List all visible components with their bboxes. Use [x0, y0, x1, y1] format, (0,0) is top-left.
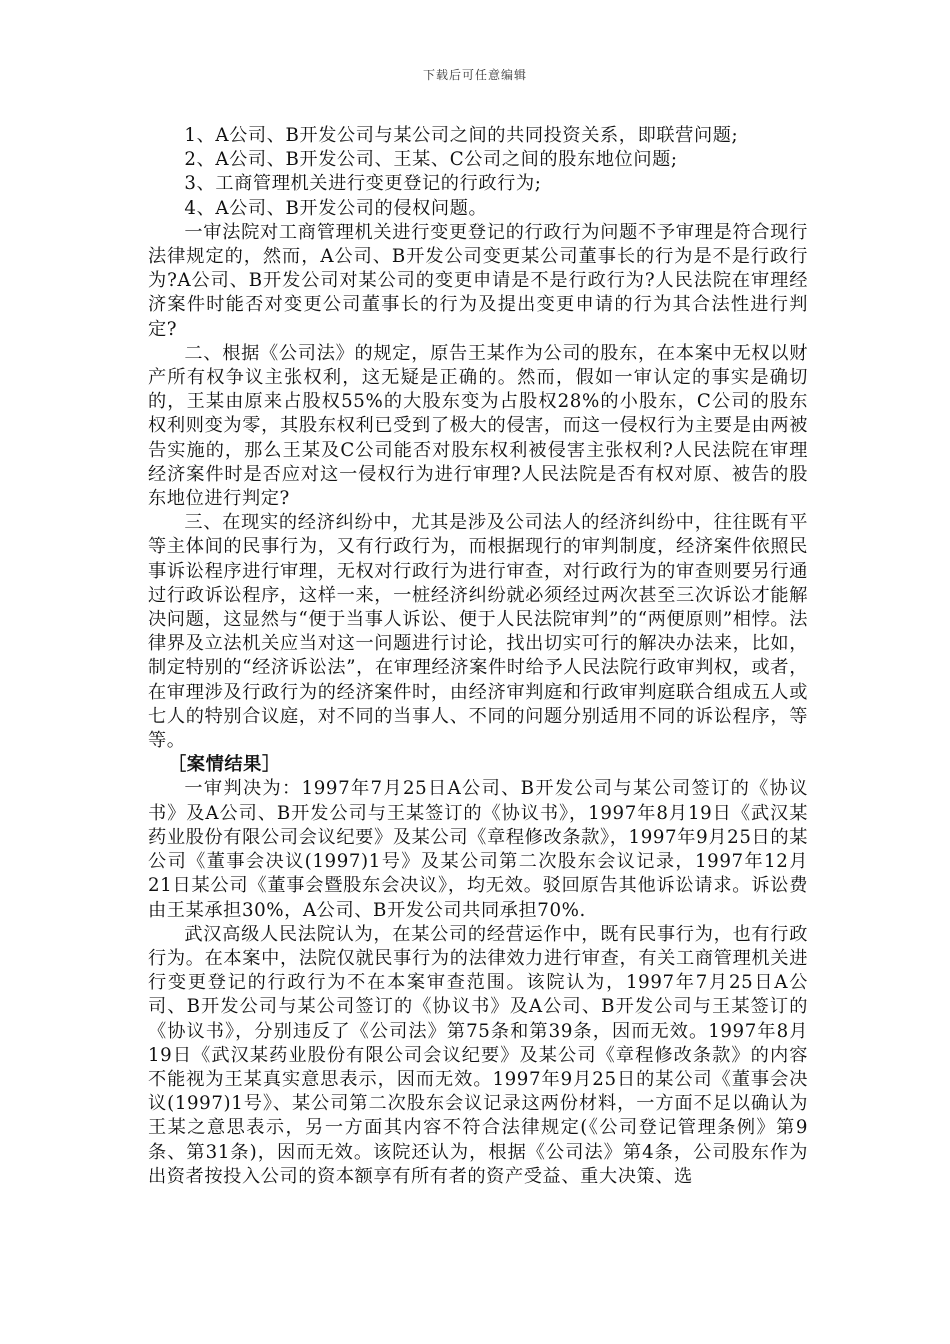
list-item-2: 2、A公司、B开发公司、王某、C公司之间的股东地位问题; — [184, 149, 678, 171]
section-heading-case-result: ［案情结果］ — [168, 754, 281, 776]
paragraph-first-instance-analysis: 一审法院对工商管理机关进行变更登记的行政行为问题不予审理是符合现行法律规定的，然而，A公司、B开发公司变更某公司董事长的行为是不是行政行为?A公司、B开发公司对某公司的变更申请是不是行政行为?人民法院在审理经济案件时能否对变更公司董事长的行为及提出变更申请的行为其合法性进行判定? — [148, 221, 808, 340]
paragraph-first-instance-judgment: 一审判决为：1997年7月25日A公司、B开发公司与某公司签订的《协议书》及A公司、B开发公司与王某签订的《协议书》，1997年8月19日《武汉某药业股份有限公司会议纪要》及某公司《章程修改条款》，1997年9月25日的某公司《董事会决议(1997)1号》及某公司第二次股东会议记录，1997年12月21日某公司《董事会暨股东会决议》，均无效。驳回原告其他诉讼请求。诉讼费由王某承担30%，A公司、B开发公司共同承担70%. — [148, 778, 808, 921]
paragraph-point-three: 三、在现实的经济纠纷中，尤其是涉及公司法人的经济纠纷中，往往既有平等主体间的民事行为，又有行政行为，而根据现行的审判制度，经济案件依照民事诉讼程序进行审理，无权对行政行为进行审查，对行政行为的审查则要另行通过行政诉讼程序，这样一来，一桩经济纠纷就必须经过两次甚至三次诉讼才能解决问题，这显然与“便于当事人诉讼、便于人民法院审判”的“两便原则”相悖。法律界及立法机关应当对这一问题进行讨论，找出切实可行的解决办法来，比如，制定特别的“经济诉讼法”，在审理经济案件时给予人民法院行政审判权，或者，在审理涉及行政行为的经济案件时，由经济审判庭和行政审判庭联合组成五人或七人的特别合议庭，对不同的当事人、不同的问题分别适用不同的诉讼程序，等等。 — [148, 512, 808, 752]
list-item-4: 4、A公司、B开发公司的侵权问题。 — [184, 197, 488, 219]
paragraph-high-court-opinion: 武汉高级人民法院认为，在某公司的经营运作中，既有民事行为，也有行政行为。在本案中，法院仅就民事行为的法律效力进行审查，有关工商管理机关进行变更登记的行政行为不在本案审查范围。该院认为，1997年7月25日A公司、B开发公司与某公司签订的《协议书》及A公司、B开发公司与王某签订的《协议书》，分别违反了《公司法》第75条和第39条，因而无效。1997年8月19日《武汉某药业股份有限公司会议纪要》及某公司《章程修改条款》的内容不能视为王某真实意思表示，因而无效。1997年9月25日的某公司《董事会决议(1997)1号》、某公司第二次股东会议记录这两份材料，一方面不足以确认为王某之意思表示，另一方面其内容不符合法律规定(《公司登记管理条例》第9条、第31条)，因而无效。该院还认为，根据《公司法》第4条，公司股东作为出资者按投入公司的资本额享有所有者的资产受益、重大决策、选 — [148, 923, 808, 1187]
list-item-3: 3、工商管理机关进行变更登记的行政行为; — [184, 173, 542, 195]
paragraph-point-two: 二、根据《公司法》的规定，原告王某作为公司的股东，在本案中无权以财产所有权争议主张权利，这无疑是正确的。然而，假如一审认定的事实是确切的，王某由原来占股权55%的大股东变为占股权28%的小股东，C公司的股东权利则变为零，其股东权利已受到了极大的侵害，而这一侵权行为主要是由两被告实施的，那么王某及C公司能否对股东权利被侵害主张权利?人民法院在审理经济案件时是否应对这一侵权行为进行审理?人民法院是否有权对原、被告的股东地位进行判定? — [148, 342, 808, 510]
list-item-1: 1、A公司、B开发公司与某公司之间的共同投资关系，即联营问题; — [184, 125, 739, 146]
document-body — [148, 124, 808, 1189]
page-header: 下载后可任意编辑 — [422, 68, 527, 82]
